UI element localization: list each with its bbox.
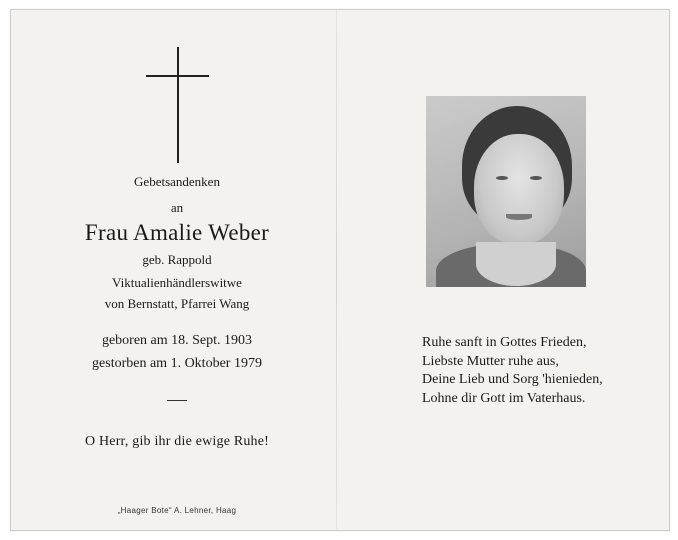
deceased-name: Frau Amalie Weber: [84, 220, 270, 245]
origin-text: von Bernstatt, Pfarrei Wang: [104, 296, 250, 311]
birth-date: geboren am 18. Sept. 1903: [101, 333, 253, 348]
divider-line: [167, 400, 187, 401]
poem-line: Deine Lieb und Sorg 'hienieden,: [422, 372, 603, 387]
cross-icon: [177, 47, 179, 163]
portrait-photo: [426, 96, 586, 287]
poem-line: Liebste Mutter ruhe aus,: [422, 353, 559, 369]
death-date: gestorben am 1. Oktober 1979: [92, 356, 262, 371]
printer-credit: „Haager Bote“ A. Lehner, Haag: [117, 506, 237, 515]
an-text: an: [170, 200, 184, 215]
prayer-text: O Herr, gib ihr die ewige Ruhe!: [84, 434, 270, 449]
poem-line: Ruhe sanft in Gottes Frieden,: [422, 335, 587, 350]
occupation-text: Viktualienhändlerswitwe: [112, 275, 242, 290]
maiden-name: geb. Rappold: [142, 252, 212, 267]
header-text: Gebetsandenken: [134, 174, 220, 189]
poem-line: Lohne dir Gott im Vaterhaus.: [422, 390, 586, 406]
poem: [422, 334, 603, 408]
card-fold: [336, 9, 337, 529]
cross-icon-bar: [146, 75, 209, 77]
